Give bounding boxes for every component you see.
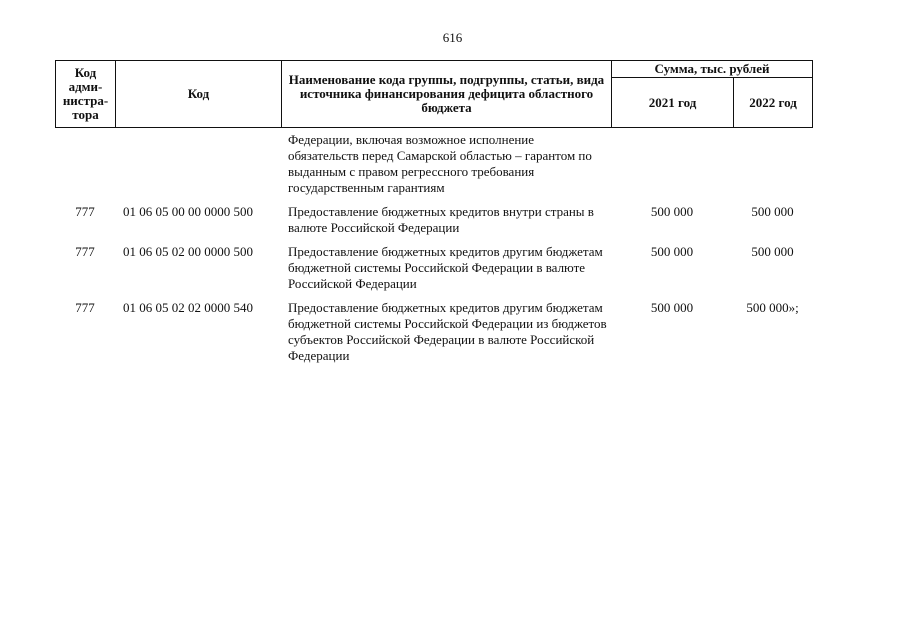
sum-2021-cell: 500 000 <box>650 244 694 259</box>
name-cell: Предоставление бюджетных кредитов другим бюджетам бюджетной системы Российской Федерации в валюте Российской Федерации <box>288 244 603 291</box>
header-admin-code: Код адми-нистра-тора <box>56 61 116 128</box>
table-header <box>55 60 813 128</box>
page-number: 616 <box>442 30 463 45</box>
admin-code-cell: 777 <box>75 244 95 259</box>
admin-code-cell: 777 <box>75 204 95 219</box>
code-cell: 01 06 05 02 00 0000 500 <box>123 244 253 259</box>
admin-code-cell: 777 <box>75 300 95 315</box>
sum-2022-cell: 500 000»; <box>746 300 799 315</box>
name-cell: Предоставление бюджетных кредитов другим бюджетам бюджетной системы Российской Федерации из бюджетов субъектов Российской Федерации в валюте Российской Федерации <box>288 300 607 363</box>
sum-2021-cell: 500 000 <box>650 204 694 219</box>
header-name: Наименование кода группы, подгруппы, статьи, вида источника финансирования дефицита областного бюджета <box>282 61 612 128</box>
table-row <box>55 132 812 196</box>
continuation-text: Федерации, включая возможное исполнение обязательств перед Самарской областью – гарантом по выданным с правом регрессного требования государственным гарантиям <box>288 132 592 195</box>
header-code: Код <box>116 61 282 128</box>
name-cell: Предоставление бюджетных кредитов внутри страны в валюте Российской Федерации <box>288 204 594 235</box>
header-sum: Сумма, тыс. рублей <box>612 61 813 78</box>
header-year-2022: 2022 год <box>734 78 813 128</box>
table-body <box>55 132 812 364</box>
table-row <box>55 236 812 292</box>
sum-2022-cell: 500 000 <box>751 244 794 259</box>
table-row <box>55 196 812 236</box>
sum-2022-cell: 500 000 <box>751 204 794 219</box>
code-cell: 01 06 05 00 00 0000 500 <box>123 204 253 219</box>
table-row <box>55 292 812 364</box>
code-cell: 01 06 05 02 02 0000 540 <box>123 300 253 315</box>
header-year-2021: 2021 год <box>612 78 734 128</box>
sum-2021-cell: 500 000 <box>650 300 694 315</box>
